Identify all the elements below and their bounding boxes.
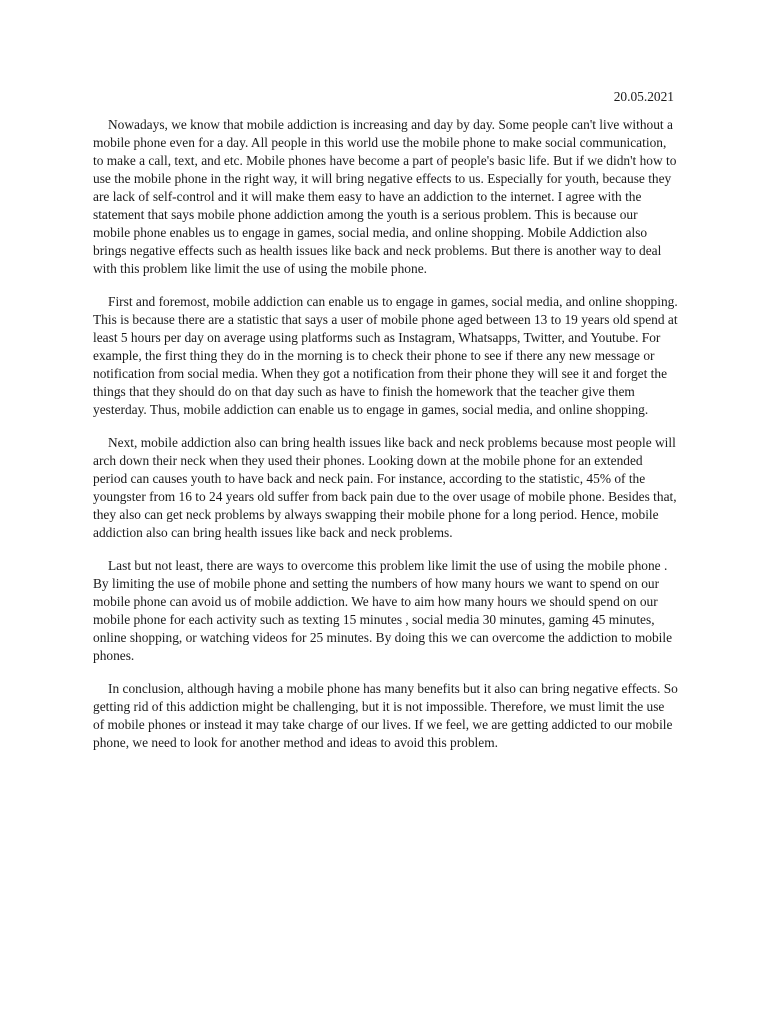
document-date: 20.05.2021 [613, 89, 674, 104]
paragraph-solutions: Last but not least, there are ways to overcome this problem like limit the use of using the mobile phone . By limiting the use of mobile phone and setting the numbers of how many hours we want to spend on our mobile phone can avoid us of mobile addiction. We have to aim how many hours we should spend on our mobile phone for each activity such as texting 15 minutes , social media 30 minutes, gaming 45 minutes, online shopping, or watching videos for 25 minutes. By doing this we can overcome the addiction to mobile phones. [93, 558, 673, 663]
paragraph-conclusion: In conclusion, although having a mobile phone has many benefits but it also can bring negative effects. So getting rid of this addiction might be challenging, but it is not impossible. Therefore, we must limit the use of mobile phones or instead it may take charge of our lives. If we feel, we are getting addicted to our mobile phone, we need to look for another method and ideas to avoid this problem. [93, 681, 678, 750]
paragraph-games-social-media: First and foremost, mobile addiction can enable us to engage in games, social media, and online shopping. This is because there are a statistic that says a user of mobile phone aged between 13 to 19 years old spend at least 5 hours per day on average using platforms such as Instagram, Whatsapps, Twitter, and Youtube. For example, the first thing they do in the morning is to check their phone to see if there any new message or notification from social media. When they got a notification from their phone they will see it and forget the things that they should do on that day such as have to finish the homework that the teacher give them yesterday. Thus, mobile addiction can enable us to engage in games, social media, and online shopping. [93, 294, 678, 417]
paragraph-introduction: Nowadays, we know that mobile addiction is increasing and day by day. Some people can't live without a mobile phone even for a day. All people in this world use the mobile phone to make social communication, to make a call, text, and etc. Mobile phones have become a part of people's basic life. But if we didn't how to use the mobile phone in the right way, it will bring negative effects to us. Especially for youth, because they are lack of self-control and it will make them easy to have an addiction to the internet. I agree with the statement that says mobile phone addiction among the youth is a serious problem. This is because our mobile phone enables us to engage in games, social media, and online shopping. Mobile Addiction also brings negative effects such as health issues like back and neck problems. But there is another way to deal with this problem like limit the use of using the mobile phone. [93, 117, 677, 276]
essay-body [93, 116, 678, 767]
paragraph-health-issues: Next, mobile addiction also can bring health issues like back and neck problems because most people will arch down their neck when they used their phones. Looking down at the mobile phone for an extended period can causes youth to have back and neck pain. For instance, according to the statistic, 45% of the youngster from 16 to 24 years old suffer from back pain due to the over usage of mobile phone. Besides that, they also can get neck problems by always swapping their mobile phone for a long period. Hence, mobile addiction also can bring health issues like back and neck problems. [93, 435, 677, 540]
